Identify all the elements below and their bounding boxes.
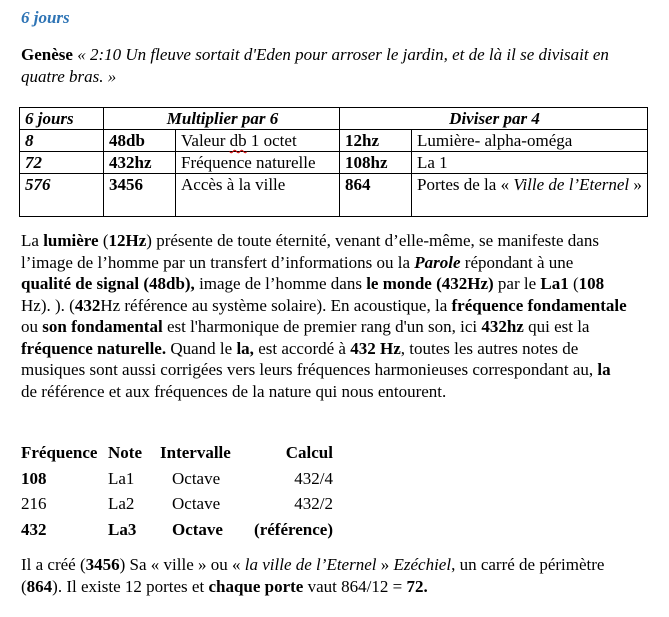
cell-divided-desc: Portes de la « Ville de l’Eternel » bbox=[412, 174, 648, 217]
quote-text: « 2:10 Un fleuve sortait d'Eden pour arroser le jardin, et de là il se divisait en quatre bras. » bbox=[21, 45, 609, 86]
cell-days: 576 bbox=[20, 174, 104, 217]
cell-divided: 12hz bbox=[340, 130, 412, 152]
table-row: 216 La2 Octave 432/2 bbox=[21, 494, 333, 513]
cell-multiplied-desc: Accès à la ville bbox=[176, 174, 340, 217]
header-note: Note bbox=[108, 443, 142, 462]
cell-multiplied-desc: Fréquence naturelle bbox=[176, 152, 340, 174]
quote-reference: Genèse bbox=[21, 45, 73, 64]
header-calc: Calcul bbox=[285, 443, 333, 462]
header-multiply: Multiplier par 6 bbox=[104, 108, 340, 130]
table-row: 108 La1 Octave 432/4 bbox=[21, 468, 333, 488]
cell-divided: 864 bbox=[340, 174, 412, 217]
table-row bbox=[20, 152, 648, 174]
header-interval: Intervalle bbox=[160, 443, 231, 462]
cell-days: 8 bbox=[20, 130, 104, 152]
cell-multiplied: 3456 bbox=[104, 174, 176, 217]
spellcheck-underline: db bbox=[229, 131, 247, 150]
cell-multiplied-desc: Valeur db 1 octet bbox=[176, 130, 340, 152]
header-days: 6 jours bbox=[20, 108, 104, 130]
frequency-header-row bbox=[21, 440, 333, 466]
header-divide: Diviser par 4 bbox=[340, 108, 648, 130]
closing-paragraph: Il a créé (3456) Sa « ville » ou « la ville de l’Eternel » Ezéchiel, un carré de périmètre (864). Il existe 12 portes et chaque porte vaut 864/12 = 72. bbox=[21, 555, 605, 596]
cell-divided-desc: Lumière- alpha-oméga bbox=[412, 130, 648, 152]
section-heading: 6 jours bbox=[21, 8, 70, 27]
table-header-row bbox=[20, 108, 648, 130]
cell-multiplied: 48db bbox=[104, 130, 176, 152]
table-row bbox=[20, 174, 648, 217]
body-paragraph: La lumière (12Hz) présente de toute éternité, venant d’elle-même, se manifeste dans l’image de l’homme par un transfert d’informations ou la Parole répondant à une qualité de signal (48db), image de l’homme dans le monde (432Hz) par le La1 (108 Hz). ). (432Hz référence au système solaire). En acoustique, la fréquence fondamentale ou son fondamental est l'harmonique de premier rang d'un son, ici 432hz qui est la fréquence naturelle. Quand le la, est accordé à 432 Hz, toutes les autres notes de musiques sont aussi corrigées vers leurs fréquences harmonieuses correspondant au, la de référence et aux fréquences de la nature qui nous entourent. bbox=[21, 231, 627, 401]
frequency-table bbox=[21, 440, 333, 542]
header-frequency: Fréquence bbox=[21, 443, 98, 462]
genesis-quote bbox=[21, 44, 641, 87]
cell-divided-desc: La 1 bbox=[412, 152, 648, 174]
table-row bbox=[20, 130, 648, 152]
cell-multiplied: 432hz bbox=[104, 152, 176, 174]
table-row: 432 La3 Octave (référence) bbox=[21, 519, 333, 539]
cell-divided: 108hz bbox=[340, 152, 412, 174]
multiplication-table bbox=[19, 107, 648, 217]
cell-days: 72 bbox=[20, 152, 104, 174]
